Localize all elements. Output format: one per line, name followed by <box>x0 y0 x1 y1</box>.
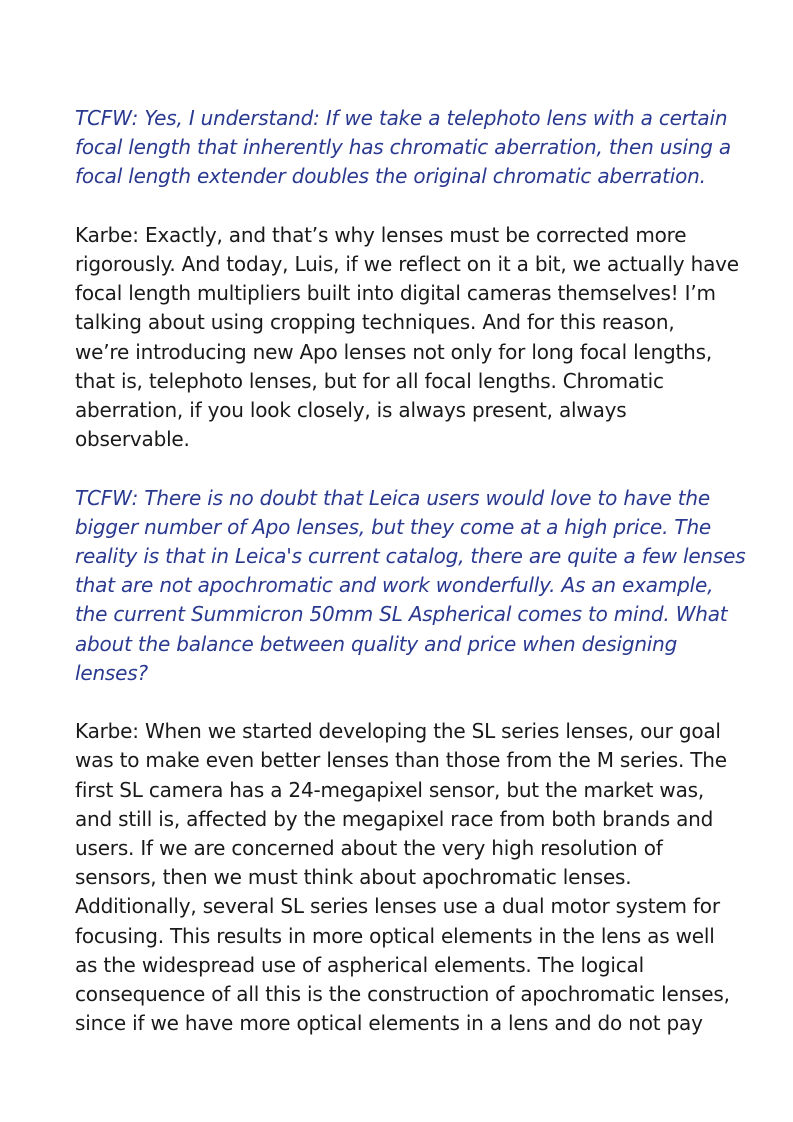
text-line: TCFW: Yes, I understand: If we take a telephoto lens with a certain <box>75 106 728 130</box>
text-line: as the widespread use of aspherical elements. The logical <box>75 952 644 977</box>
text-line: about the balance between quality and price when designing <box>75 631 678 656</box>
text-line: aberration, if you look closely, is always present, always <box>75 398 627 423</box>
text-line: Karbe: When we started developing the SL series lenses, our goal <box>75 719 721 744</box>
text-line: that is, telephoto lenses, but for all focal lengths. Chromatic <box>75 368 664 393</box>
interview-answer <box>75 221 739 455</box>
text-line: focal length extender doubles the original chromatic aberration. <box>75 164 706 189</box>
text-line: focusing. This results in more optical elements in the lens as well <box>75 923 715 948</box>
text-line: focal length that inherently has chromatic aberration, then using a <box>75 135 731 160</box>
text-line: sensors, then we must think about apochromatic lenses. <box>75 865 632 890</box>
text-line: talking about using cropping techniques. And for this reason, <box>75 310 675 335</box>
interview-question <box>75 104 735 192</box>
text-line: bigger number of Apo lenses, but they come at a high price. The <box>75 514 712 539</box>
text-line: users. If we are concerned about the very high resolution of <box>75 836 663 861</box>
text-line: that are not apochromatic and work wonderfully. As an example, <box>75 573 714 598</box>
text-line: was to make even better lenses than those from the M series. The <box>75 748 727 773</box>
text-line: focal length multipliers built into digital cameras themselves! I’m <box>75 281 716 306</box>
text-line: first SL camera has a 24-megapixel sensor, but the market was, <box>75 777 704 802</box>
text-line: Karbe: Exactly, and that’s why lenses must be corrected more <box>75 222 687 247</box>
text-line: since if we have more optical elements in a lens and do not pay <box>75 1011 703 1036</box>
document-page <box>75 104 746 1068</box>
text-line: TCFW: There is no doubt that Leica users would love to have the <box>75 485 710 510</box>
text-line: lenses? <box>75 660 148 685</box>
text-line: consequence of all this is the construction of apochromatic lenses, <box>75 982 730 1007</box>
text-line: and still is, affected by the megapixel race from both brands and <box>75 806 714 831</box>
text-line: reality is that in Leica's current catalog, there are quite a few lenses <box>75 544 746 569</box>
interview-answer <box>75 717 735 1038</box>
text-line: Additionally, several SL series lenses use a dual motor system for <box>75 894 720 919</box>
text-line: observable. <box>75 427 190 452</box>
interview-question <box>75 484 746 688</box>
text-line: we’re introducing new Apo lenses not only for long focal lengths, <box>75 339 713 364</box>
text-line: the current Summicron 50mm SL Aspherical comes to mind. What <box>75 602 728 627</box>
text-line: rigorously. And today, Luis, if we reflect on it a bit, we actually have <box>75 252 739 276</box>
